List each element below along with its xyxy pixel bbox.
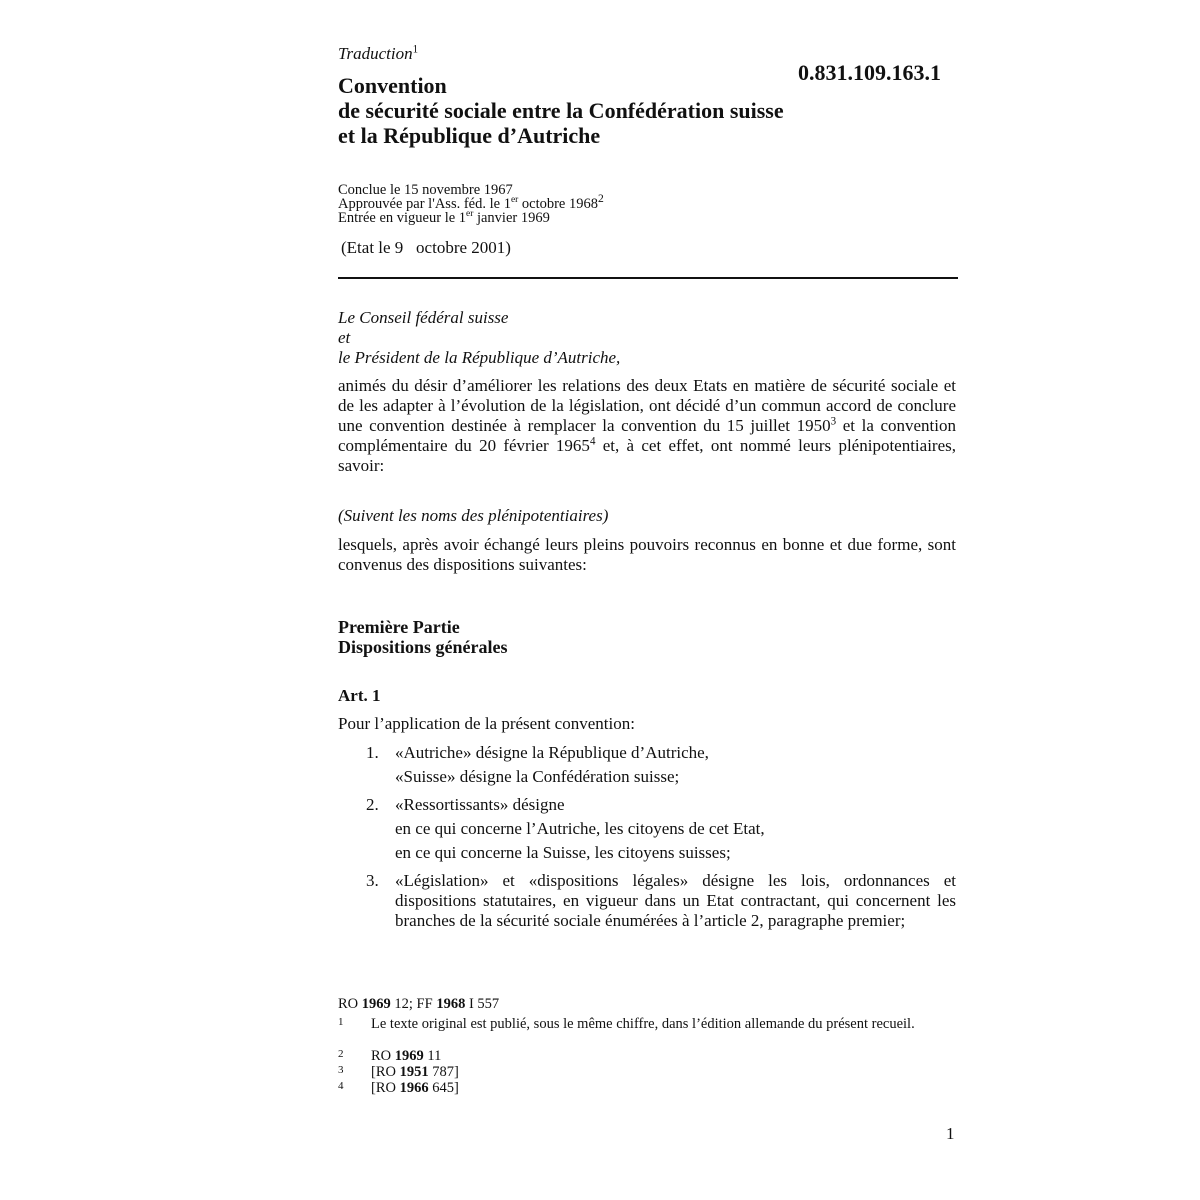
ro-ff-text: 12; FF	[390, 996, 437, 1012]
preamble-parties	[338, 308, 620, 368]
party-switzerland: Le Conseil fédéral suisse	[338, 308, 509, 327]
plenipotentiaries-note: (Suivent les noms des plénipotentiaires)	[338, 506, 609, 525]
dates-block	[338, 183, 604, 225]
party-conjunction: et	[338, 328, 351, 347]
approved-date-ordinal: er	[510, 195, 519, 206]
footnote-year: 1969	[394, 1048, 424, 1064]
title-line-1: Convention	[338, 73, 447, 98]
list-item-line: «Autriche» désigne la République d’Autriche,	[395, 743, 709, 762]
translation-text: Traduction	[338, 44, 413, 63]
list-item-body	[395, 743, 956, 791]
ro-label: RO	[338, 996, 362, 1012]
entry-date-month: janvier 1969	[473, 210, 550, 226]
approved-date-text: Approuvée par l'Ass. féd. le 1	[338, 196, 511, 212]
ro-year: 1969	[361, 996, 391, 1012]
article-intro: Pour l’application de la présent convention:	[338, 714, 635, 733]
footnote-text	[371, 1081, 931, 1095]
ff-year: 1968	[436, 996, 466, 1012]
title-line-2: de sécurité sociale entre la Confédération suisse	[338, 98, 784, 123]
footnote-text	[371, 1017, 931, 1031]
preamble-text-c: et, à cet effet, ont nommé leurs plénipotentiaires, savoir:	[338, 436, 956, 475]
footnote-text	[371, 1049, 931, 1063]
list-item-line: en ce qui concerne l’Autriche, les citoyens de cet Etat,	[395, 819, 765, 838]
article-heading: Art. 1	[338, 686, 381, 705]
footnote-text-part: 645]	[428, 1080, 459, 1096]
footnote-text	[371, 1065, 931, 1079]
list-item-body	[395, 795, 956, 867]
footnote-number: 2	[338, 1048, 344, 1060]
footnote-text-part: Le texte original est publié, sous le même chiffre, dans l’édition allemande du présent recueil.	[371, 1016, 915, 1032]
header-rule	[338, 277, 958, 279]
translation-label	[338, 44, 418, 64]
footnote-text-part: [RO	[371, 1080, 400, 1096]
entry-date	[338, 211, 604, 225]
footnote-ref-4[interactable]: 4	[589, 435, 596, 448]
list-item-line: en ce qui concerne la Suisse, les citoyens suisses;	[395, 843, 731, 862]
footnote-text-part: RO	[371, 1048, 395, 1064]
part-heading	[338, 617, 508, 657]
list-item-line: «Législation» et «dispositions légales» désigne les lois, ordonnances et dispositions statutaires, en vigueur dans un Etat contractant, qui concernent les branches de la sécurité sociale énumérées à l’article 2, paragraphe premier;	[395, 871, 956, 930]
list-item-line: «Ressortissants» désigne	[395, 795, 565, 814]
footnote-number: 3	[338, 1064, 344, 1076]
footnote-number: 4	[338, 1080, 344, 1092]
preamble-paragraph	[338, 376, 956, 476]
ff-page: I 557	[465, 996, 500, 1012]
footnote-ref-1[interactable]: 1	[412, 43, 419, 56]
list-item-number: 1.	[366, 743, 379, 762]
footnote-number: 1	[338, 1016, 344, 1028]
document-title	[338, 73, 898, 148]
list-item-body	[395, 871, 956, 931]
list-item-number: 2.	[366, 795, 379, 814]
preamble-text-b: et la convention complémentaire du 20 février 1965	[338, 416, 956, 455]
part-title: Première Partie	[338, 617, 460, 637]
page-number: 1	[946, 1124, 955, 1143]
title-line-3: et la République d’Autriche	[338, 123, 601, 148]
footnote-text-part: 787]	[428, 1064, 459, 1080]
state-date: (Etat le 9 octobre 2001)	[341, 238, 511, 257]
official-references	[338, 997, 499, 1011]
footnote-year: 1951	[399, 1064, 429, 1080]
approved-date-month: octobre 1968	[518, 196, 598, 212]
preamble-text-a: animés du désir d’améliorer les relations des deux Etats en matière de sécurité sociale et de les adapter à l’évolution de la législation, ont décidé d’un commun accord de conclure une convention destinée à remplacer la convention du 15 juillet 1950	[338, 376, 956, 435]
footnote-year: 1966	[399, 1080, 429, 1096]
list-item-line: «Suisse» désigne la Confédération suisse;	[395, 767, 680, 786]
part-subtitle: Dispositions générales	[338, 637, 508, 657]
party-austria: le Président de la République d’Autriche,	[338, 348, 621, 367]
footnote-ref-3[interactable]: 3	[830, 415, 837, 428]
agreement-paragraph: lesquels, après avoir échangé leurs pleins pouvoirs reconnus en bonne et due forme, sont convenus des dispositions suivantes:	[338, 535, 956, 574]
footnote-text-part: 11	[423, 1048, 442, 1064]
footnote-ref-2[interactable]: 2	[598, 192, 604, 206]
concluded-date: Conclue le 15 novembre 1967	[338, 182, 513, 198]
list-item-number: 3.	[366, 871, 379, 890]
entry-date-text: Entrée en vigueur le 1	[338, 210, 467, 226]
entry-date-ordinal: er	[466, 209, 474, 220]
footnote-text-part: [RO	[371, 1064, 400, 1080]
sr-number: 0.831.109.163.1	[798, 60, 941, 85]
